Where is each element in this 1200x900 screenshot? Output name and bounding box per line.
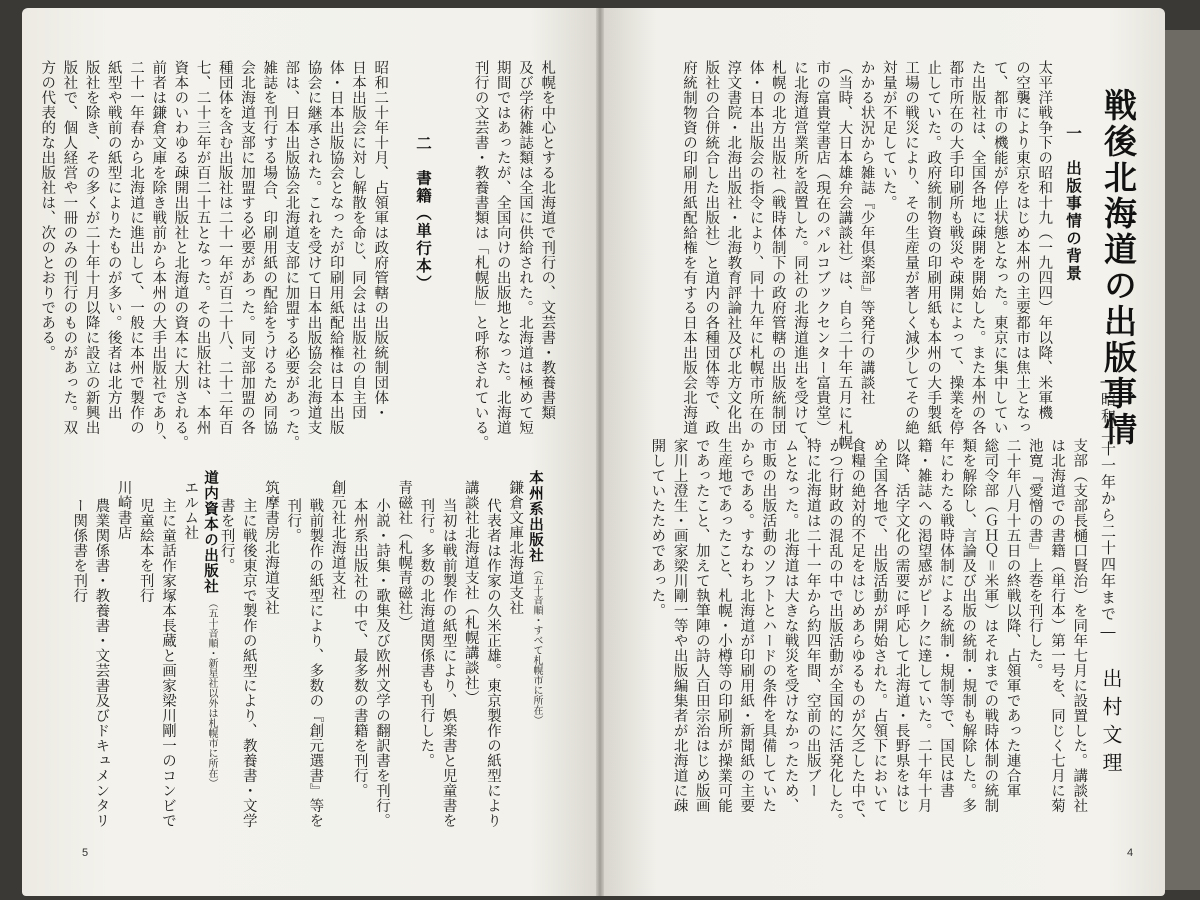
text-column: かかる状況から雑誌『少年倶楽部』等発行の講談社 (858, 60, 875, 405)
text-column: 札幌の北方出版社（戦時体制下の政府管轄の出版統制団 (769, 60, 786, 435)
text-column: 部は、日本出版協会北海道支部に加盟する必要があった。 (283, 60, 300, 450)
article-author: 出村文理 (1099, 668, 1123, 780)
publisher-entry: 川崎書店 (115, 480, 132, 540)
article-subtitle: ―昭和二十一年から二十四年まで― (1099, 372, 1117, 642)
text-column: 種団体を含む出版社は二十一年が百二十八、二十二年百 (216, 60, 233, 435)
text-column: 期間ではあったが、全国向けの出版地となった。北海道 (494, 60, 511, 435)
publisher-entry: 青磁社（札幌青磁社） (396, 480, 413, 630)
text-column: 方の代表的な出版社は、次のとおりである。 (39, 60, 56, 360)
text-column: 会北海道支部に加盟する必要があった。同支部加盟の各 (239, 60, 255, 435)
book-gutter (596, 8, 604, 896)
article-title: 戦後北海道の出版事情 (1099, 88, 1138, 448)
text-column: （当時、大日本雄弁会講談社）は、自ら二十年五月に札幌 (836, 60, 853, 450)
text-column: 年にわたる戦時体制による統制・規制等で、国民は書 (938, 438, 954, 798)
text-column: て、都市の機能が停止状態となった。東京に集中してい (991, 60, 1008, 435)
publisher-entry: 刊行。多数の北海道関係書も刊行した。 (418, 498, 435, 768)
text-column: であったこと、加えて執筆陣の詩人百田宗治はじめ版画 (693, 438, 710, 813)
text-column: 版社の合併統合した出版社）と道内の各種団体等で、政 (703, 60, 720, 435)
publisher-entry: 代表者は作家の久米正雄。東京製作の紙型により (485, 498, 501, 828)
text-column: 池寛『愛憎の書』上巻を刊行した。 (1026, 438, 1043, 678)
section-heading-1: 一 出版事情の背景 (1064, 125, 1083, 283)
text-column: 体・日本出版会の指令により、同十九年に札幌市所在の (747, 60, 764, 435)
text-column: 二十年八月十五日の終戦以降、占領軍であった連合軍 (1004, 438, 1021, 798)
publisher-entry: ー関係書を刊行 (71, 498, 88, 603)
text-column: 生産地であったこと、札幌・小樽等の印刷所が操業可能 (716, 438, 732, 813)
text-column: 籍・雑誌への渇望感がピークに達していた。二十年十月 (915, 438, 932, 813)
local-publishers-note: （五十音順・新星社以外は札幌市に所在） (206, 598, 217, 788)
page-number-right: 4 (1127, 847, 1134, 859)
publisher-entry: 筑摩書房北海道支社 (263, 480, 279, 615)
text-column: 刊行の文芸書・教養書類は「札幌版」と呼称されている。 (472, 60, 489, 450)
text-column: 版社を除き、その多くが二十年十月以降に設立の新興出 (83, 60, 100, 435)
local-publishers-heading: 道内資本の出版社 (202, 470, 219, 594)
text-column: からである。すなわち北海道が印刷用紙・新聞紙の主要 (738, 438, 755, 813)
text-column: の空襲により東京をはじめ本州の主要都市は焦土となっ (1014, 60, 1030, 435)
text-column: 類を解除し、言論及び出版の統制・規制も解除した。多 (960, 438, 977, 813)
text-column: 開していたためであった。 (649, 438, 666, 618)
text-column: 日本出版会に対し解散を命じ、同会は出版社の自主団 (350, 60, 366, 420)
text-column: 資本のいわゆる疎開出版社と北海道の資本に大別される。 (172, 60, 189, 450)
publisher-entry: 当初は戦前製作の紙型により、娯楽書と児童書を (440, 498, 457, 828)
publisher-entry: 本州系出版社の中で、最多数の書籍を刊行。 (351, 498, 368, 798)
text-column: は北海道での書籍（単行本）第一号を、同じく七月に菊 (1049, 438, 1065, 813)
honshu-publishers-note: （五十音順・すべて札幌市に所在） (531, 565, 542, 725)
text-column: 対量が不足していた。 (880, 60, 897, 210)
text-column: かつ行財政の混乱の中で出版活動が全国的に活発化した。 (827, 438, 843, 828)
publisher-entry: 小説・詩集・歌集及び欧州文学の翻訳書を刊行。 (374, 498, 390, 828)
publisher-entry: 鎌倉文庫北海道支社 (507, 480, 524, 615)
text-column: 工場の戦災により、その生産量が著しく減少してその絶 (903, 60, 919, 435)
page-number-left: 5 (82, 847, 89, 859)
text-column: 体・日本出版協会となったが印刷用紙配給権は日本出版 (327, 60, 344, 435)
text-column: た出版社は、全国各地に疎開を開始した。また本州の各 (969, 60, 986, 435)
text-column: 太平洋戦争下の昭和十九（一九四四）年以降、米軍機 (1036, 60, 1053, 420)
text-column: 支部（支部長樋口賢治）を同年七月に設置した。講談社 (1071, 438, 1088, 813)
text-column: 総司令部（ＧＨＱ＝米軍）はそれまでの戦時体制の統制 (982, 438, 999, 813)
publisher-entry: 農業関係書・教養書・文芸書及びドキュメンタリ (93, 498, 110, 828)
text-column: 淳文書院・北海出版社・北海教育評論社及び北方文化出 (725, 60, 742, 435)
publisher-entry: 書を刊行。 (218, 498, 235, 573)
publisher-entry: 創元社北海道支社 (329, 480, 346, 600)
text-column: 家川上澄生・画家梁川剛一等や出版編集者が北海道に疎 (671, 438, 688, 813)
text-column: 前者は鎌倉文庫を除き戦前から本州の大手出版社であり、 (150, 60, 167, 450)
text-column: に北海道営業所を設置した。同社の北海道進出を受けて、 (792, 60, 808, 450)
text-column: 市の富貴堂書店（現在のパルコブックセンター富貴堂） (814, 60, 831, 435)
publisher-entry: 講談社北海道支社（札幌講談社） (462, 480, 479, 705)
publisher-entry: 主に戦後東京で製作の紙型により、教養書・文学 (240, 498, 257, 828)
text-column: ムとなった。北海道は大きな戦災を受けなかったため、 (782, 438, 799, 813)
text-column: 特に北海道は二十一年から約四年間、空前の出版ブー (804, 438, 821, 798)
honshu-publishers-heading: 本州系出版社 (527, 470, 544, 563)
text-column: 二十一年春から北海道に進出して、一般に本州で製作の (128, 60, 144, 435)
publisher-entry: 刊行。 (285, 498, 302, 543)
text-column: 食糧の絶対的不足をはじめあらゆるものが欠乏した中で、 (849, 438, 866, 828)
text-column: 七、二十三年が百二十五となった。その出版社は、本州 (194, 60, 211, 435)
text-column: 及び学術雑誌類は全国に供給された。北海道は極めて短 (517, 60, 533, 435)
publisher-entry: 児童絵本を刊行 (137, 498, 154, 603)
text-column: 版社で、個人経営や一冊のみの刊行のものがあった。双 (61, 60, 78, 435)
text-column: 府統制物資の印刷用紙配給権を有する日本出版会北海道 (681, 60, 697, 435)
text-column: 札幌を中心とする北海道で刊行の、文芸書・教養書類 (539, 60, 556, 420)
section-heading-2: 二 書籍（単行本） (414, 135, 433, 293)
text-column: め全国各地で、出版活動が開始された。占領下において (871, 438, 888, 813)
text-column: 協会に継承された。これを受けて日本出版協会北海道支 (305, 60, 322, 435)
text-column: 昭和二十年十月、占領軍は政府管轄の出版統制団体・ (372, 60, 389, 420)
text-column: 紙型や戦前の紙型によりたものが多い。後者は北方出 (105, 60, 122, 420)
text-column: 止していた。政府統制物資の印刷用紙も本州の大手製紙 (925, 60, 942, 435)
text-column: 以降、活字文化の需要に呼応して北海道・長野県をはじ (893, 438, 910, 813)
text-column: 雑誌を刊行する場合、印刷用紙の配給をうけるため同協 (261, 60, 278, 435)
publisher-entry: 主に童話作家塚本長蔵と画家梁川剛一のコンビで (160, 498, 176, 828)
publisher-entry: エルム社 (182, 480, 199, 540)
text-column: 都市所在の大手印刷所も戦災や疎開によって、操業を停 (947, 60, 964, 435)
publisher-entry: 戦前製作の紙型により、多数の『創元選書』等を (307, 498, 324, 828)
page-stack-edge (1165, 30, 1200, 890)
text-column: 市販の出版活動のソフトとハードの条件を具備していた (760, 438, 777, 813)
